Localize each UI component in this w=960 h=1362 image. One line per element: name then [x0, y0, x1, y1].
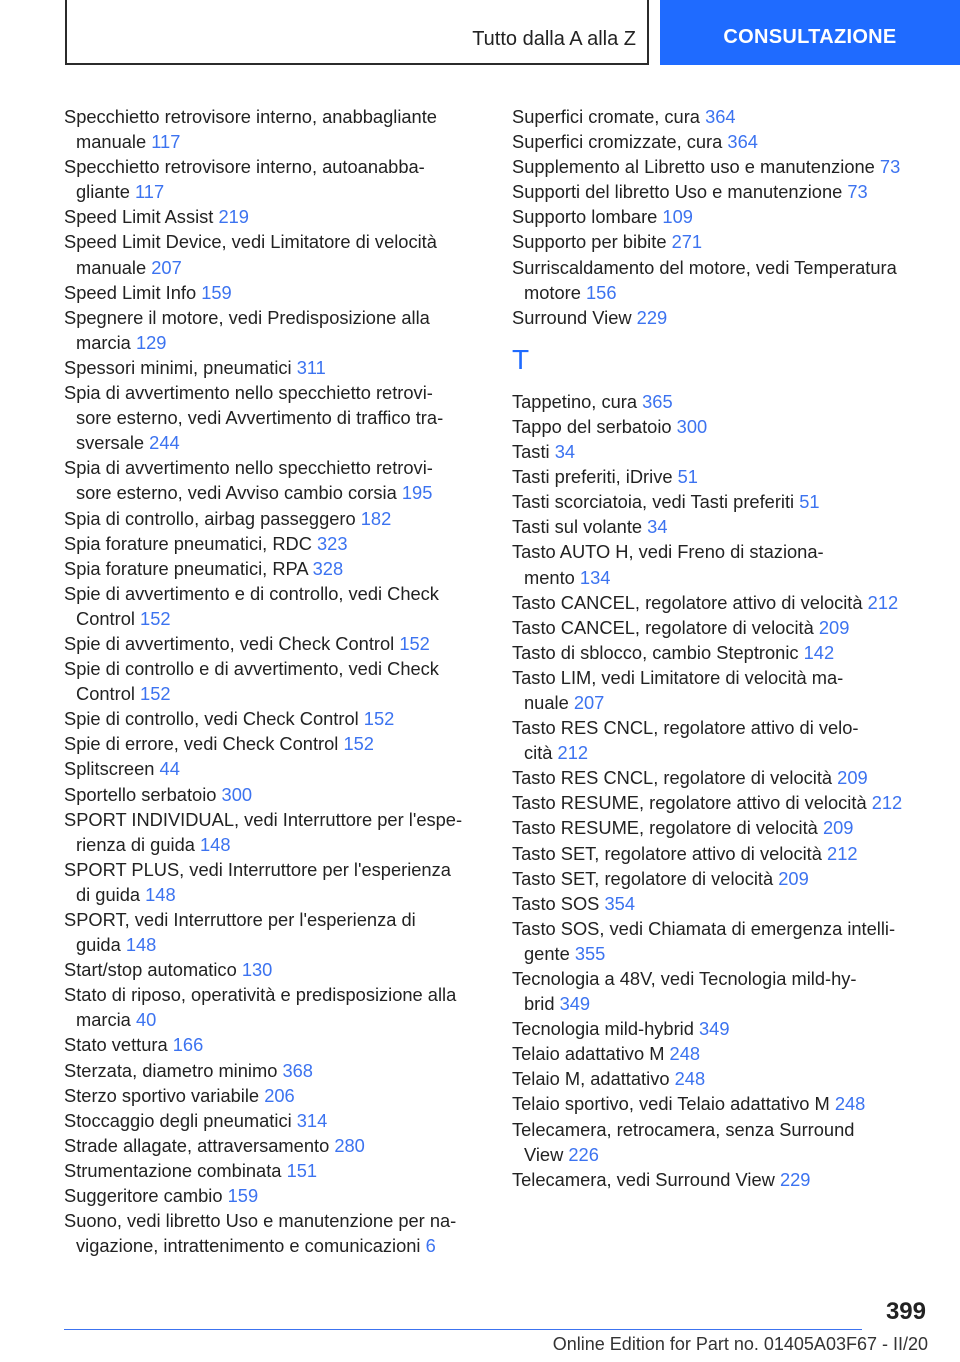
- index-entry: [512, 539, 932, 589]
- chapter-tab-label: CONSULTAZIONE: [723, 26, 897, 48]
- index-entry: [64, 506, 484, 531]
- page-link[interactable]: 248: [669, 1043, 701, 1065]
- index-entry-text: Speed Limit Device, vedi Limitatore di velocità: [64, 231, 437, 253]
- page-link[interactable]: 229: [779, 1168, 811, 1190]
- index-entry: [512, 765, 932, 790]
- page-link[interactable]: 349: [698, 1018, 730, 1040]
- index-entry-text: Control: [76, 683, 135, 705]
- index-entry-text: Telecamera, retrocamera, senza Surround: [512, 1118, 855, 1140]
- footer-edition: Online Edition for Part no. 01405A03F67 - II/20: [552, 1334, 928, 1354]
- index-entry-text: Stato vettura: [64, 1034, 168, 1056]
- page-link[interactable]: 354: [604, 892, 635, 914]
- index-entry-text: Surriscaldamento del motore, vedi Temperatura: [512, 256, 897, 278]
- index-entry-text: Spia di controllo, airbag passeggero: [64, 507, 356, 529]
- page-link[interactable]: 229: [636, 306, 668, 328]
- page-link[interactable]: 212: [871, 792, 903, 814]
- index-entry-text: Tasto SOS: [512, 892, 600, 914]
- index-entry-text: guida: [76, 934, 121, 956]
- index-entry: [64, 782, 484, 807]
- index-entry: [512, 966, 932, 1016]
- index-entry: [64, 982, 484, 1032]
- index-entry: [512, 866, 932, 891]
- index-entry: [64, 305, 484, 355]
- index-entry-text: Superfici cromate, cura: [512, 106, 700, 127]
- index-entry: [512, 615, 932, 640]
- index-entry: [64, 857, 484, 907]
- index-entry: [64, 1032, 484, 1057]
- index-entry-text: Tasto di sblocco, cambio Steptronic: [512, 641, 799, 663]
- page-link[interactable]: 34: [554, 441, 576, 463]
- index-entry-text: Tappo del serbatoio: [512, 415, 672, 437]
- page-link[interactable]: 244: [149, 432, 180, 454]
- page-link[interactable]: 248: [834, 1093, 866, 1115]
- index-entry: [64, 229, 484, 279]
- letter-heading: T: [512, 343, 530, 375]
- index-entry: [64, 656, 484, 706]
- index-entry: [512, 154, 932, 179]
- page-link[interactable]: 130: [241, 959, 273, 981]
- page-link[interactable]: 364: [727, 131, 758, 153]
- index-entry: [512, 104, 932, 129]
- index-entry-text: Tecnologia a 48V, vedi Tecnologia mild-hy-: [512, 968, 857, 989]
- index-entry-text: Tasto CANCEL, regolatore di velocità: [512, 616, 814, 638]
- page-link[interactable]: 207: [573, 691, 605, 713]
- index-entry: [512, 204, 932, 229]
- index-entry-text: marcia: [76, 331, 131, 353]
- page-link[interactable]: 248: [674, 1068, 706, 1090]
- index-entry-text: motore: [524, 281, 581, 303]
- page-link[interactable]: 152: [343, 733, 374, 755]
- index-entry: [512, 129, 932, 154]
- page-link[interactable]: 44: [159, 758, 180, 780]
- page-link[interactable]: 166: [172, 1034, 204, 1056]
- index-entry: [64, 631, 484, 656]
- index-entry: [512, 1167, 932, 1192]
- index-entry-text: Tasto SET, regolatore attivo di velocità: [512, 842, 822, 864]
- index-entry-text: Spia di avvertimento nello specchietto retrovi-: [64, 382, 433, 404]
- index-entry: [64, 380, 484, 455]
- page-link[interactable]: 209: [818, 616, 850, 638]
- index-entry-text: marcia: [76, 1009, 131, 1031]
- index-entry-text: Stato di riposo, operatività e predisposizione alla: [64, 984, 457, 1006]
- index-entry-text: Spie di errore, vedi Check Control: [64, 733, 339, 755]
- index-entry: [64, 1208, 484, 1258]
- page-link[interactable]: 271: [671, 231, 703, 253]
- index-entry: [64, 1083, 484, 1108]
- index-entry: [512, 229, 932, 254]
- page-link[interactable]: 212: [867, 591, 899, 613]
- page-link[interactable]: 51: [677, 466, 698, 488]
- index-entry-text: Tasti sul volante: [512, 516, 643, 538]
- index-entry-text: gente: [524, 942, 570, 964]
- index-entry: [512, 715, 932, 765]
- page-link[interactable]: 219: [218, 206, 249, 228]
- index-entry: [512, 590, 932, 615]
- page-link[interactable]: 159: [201, 281, 232, 303]
- index-entry-text: Spia di avvertimento nello specchietto retrovi-: [64, 457, 433, 479]
- index-entry: [64, 907, 484, 957]
- index-entry-text: Tasto SET, regolatore di velocità: [512, 867, 774, 889]
- index-entry: [64, 280, 484, 305]
- index-entry: [64, 531, 484, 556]
- index-entry-text: manuale: [76, 256, 147, 278]
- index-entry-text: Tasti: [512, 441, 550, 463]
- page-link[interactable]: 40: [135, 1009, 157, 1031]
- index-entry: [64, 706, 484, 731]
- page-link[interactable]: 206: [264, 1084, 295, 1106]
- index-column-right: [512, 104, 932, 1192]
- index-entry-text: nuale: [524, 691, 569, 713]
- index-entry-text: Tappetino, cura: [512, 390, 638, 412]
- index-entry: [512, 179, 932, 204]
- page-link[interactable]: 6: [425, 1235, 436, 1257]
- page-link[interactable]: 314: [296, 1109, 328, 1131]
- page-link[interactable]: 148: [200, 833, 231, 855]
- page-link[interactable]: 355: [574, 942, 606, 964]
- page-link[interactable]: 280: [334, 1134, 365, 1156]
- index-entry: [64, 104, 484, 154]
- index-entry-text: View: [524, 1143, 564, 1165]
- page-link[interactable]: 34: [647, 516, 668, 538]
- header-rule: [65, 63, 649, 65]
- index-entry-text: Supporto lombare: [512, 206, 658, 228]
- page-link[interactable]: 209: [778, 867, 809, 889]
- index-entry-text: Spie di controllo, vedi Check Control: [64, 708, 359, 730]
- index-entry: [512, 1091, 932, 1116]
- index-entry-text: Surround View: [512, 306, 632, 328]
- index-entry-text: Sportello serbatoio: [64, 783, 217, 805]
- page-link[interactable]: 328: [312, 557, 344, 579]
- index-entry-text: cità: [524, 742, 553, 764]
- index-entry-text: Telaio sportivo, vedi Telaio adattativo M: [512, 1093, 830, 1115]
- page-link[interactable]: 152: [363, 708, 395, 730]
- page-link[interactable]: 117: [151, 131, 181, 153]
- index-entry-text: Spia forature pneumatici, RPA: [64, 557, 308, 579]
- page-link[interactable]: 209: [837, 767, 868, 789]
- index-group-s: [512, 104, 932, 330]
- page-link[interactable]: 226: [568, 1143, 599, 1165]
- index-entry: [64, 1058, 484, 1083]
- index-entry-text: vigazione, intrattenimento e comunicazioni: [76, 1235, 421, 1257]
- index-entry: [64, 756, 484, 781]
- index-entry: [64, 581, 484, 631]
- index-entry-text: Stoccaggio degli pneumatici: [64, 1109, 292, 1131]
- index-entry: [512, 815, 932, 840]
- index-entry-text: Spia forature pneumatici, RDC: [64, 532, 312, 554]
- index-entry-text: Suono, vedi libretto Uso e manutenzione per na-: [64, 1210, 457, 1232]
- index-entry-text: brid: [524, 993, 555, 1015]
- index-entry: [64, 204, 484, 229]
- index-entry-text: Control: [76, 607, 135, 629]
- index-entry-text: Tasto CANCEL, regolatore attivo di velocità: [512, 591, 863, 613]
- index-entry-text: mento: [524, 566, 575, 588]
- index-entry-text: Telaio adattativo M: [512, 1043, 665, 1065]
- page-link[interactable]: 349: [559, 993, 591, 1015]
- page-link[interactable]: 148: [145, 883, 176, 905]
- index-entry: [64, 1158, 484, 1183]
- page-link[interactable]: 209: [822, 817, 854, 839]
- index-entry: [64, 455, 484, 505]
- index-entry-text: SPORT PLUS, vedi Interruttore per l'esperienza: [64, 858, 451, 880]
- index-entry: [64, 957, 484, 982]
- index-entry-text: Telecamera, vedi Surround View: [512, 1168, 775, 1190]
- section-title: Tutto dalla A alla Z: [472, 28, 636, 50]
- page-link[interactable]: 207: [151, 256, 182, 278]
- page-link[interactable]: 365: [642, 390, 673, 412]
- index-entry-text: sversale: [76, 432, 145, 454]
- index-entry-text: Superfici cromizzate, cura: [512, 131, 723, 153]
- index-entry: [512, 790, 932, 815]
- page-link[interactable]: 159: [227, 1185, 259, 1207]
- index-entry-text: Tasto RESUME, regolatore attivo di velocità: [512, 792, 867, 814]
- index-entry: [512, 255, 932, 305]
- page-link[interactable]: 300: [221, 783, 253, 805]
- index-entry: [64, 1183, 484, 1208]
- index-entry-text: Specchietto retrovisore interno, autoanabba-: [64, 156, 425, 178]
- index-entry-text: gliante: [76, 181, 130, 203]
- index-entry: [512, 464, 932, 489]
- index-entry: [64, 355, 484, 380]
- index-entry-text: Tasto AUTO H, vedi Freno di staziona-: [512, 541, 824, 563]
- page-link[interactable]: 182: [360, 507, 392, 529]
- index-entry-text: rienza di guida: [76, 833, 195, 855]
- index-column-left: [64, 104, 484, 1258]
- index-entry-text: Sterzo sportivo variabile: [64, 1084, 260, 1106]
- index-entry: [512, 514, 932, 539]
- page-link[interactable]: 152: [140, 683, 171, 705]
- index-entry-text: SPORT INDIVIDUAL, vedi Interruttore per l'espe-: [64, 808, 463, 830]
- index-entry-text: Supplemento al Libretto uso e manutenzione: [512, 156, 875, 178]
- index-entry: [512, 489, 932, 514]
- chapter-tab[interactable]: [660, 0, 960, 65]
- page-link[interactable]: 311: [296, 356, 326, 378]
- index-entry: [64, 1108, 484, 1133]
- index-entry-text: sore esterno, vedi Avvertimento di traffico tra-: [76, 407, 444, 429]
- index-entry: [64, 556, 484, 581]
- index-entry: [64, 807, 484, 857]
- index-entry: [512, 414, 932, 439]
- page-link[interactable]: 134: [579, 566, 611, 588]
- index-entry: [64, 1133, 484, 1158]
- page-link[interactable]: 73: [847, 181, 868, 203]
- index-entry-text: Specchietto retrovisore interno, anabbagliante: [64, 106, 437, 127]
- page-link[interactable]: 148: [125, 934, 157, 956]
- index-entry-text: Suggeritore cambio: [64, 1185, 223, 1207]
- index-entry: [512, 1117, 932, 1167]
- page-link[interactable]: 156: [586, 281, 617, 303]
- index-entry-text: Tasto RES CNCL, regolatore di velocità: [512, 767, 833, 789]
- page-link[interactable]: 212: [557, 742, 589, 764]
- page-link[interactable]: 129: [135, 331, 167, 353]
- index-entry-text: manuale: [76, 131, 147, 153]
- page-link[interactable]: 364: [705, 106, 736, 127]
- index-entry-text: Start/stop automatico: [64, 959, 237, 981]
- page-link[interactable]: 117: [134, 181, 165, 203]
- index-entry: [512, 1016, 932, 1041]
- index-entry-text: di guida: [76, 883, 141, 905]
- index-entry-text: Speed Limit Assist: [64, 206, 214, 228]
- index-entry: [512, 640, 932, 665]
- index-entry-text: Tasti scorciatoia, vedi Tasti preferiti: [512, 491, 795, 513]
- index-entry-text: Sterzata, diametro minimo: [64, 1059, 278, 1081]
- index-group-t: [512, 389, 932, 1192]
- index-entry-text: Tasto LIM, vedi Limitatore di velocità ma-: [512, 666, 844, 688]
- footer-rule: [64, 1329, 862, 1330]
- page-link[interactable]: 300: [676, 415, 708, 437]
- page-link[interactable]: 152: [399, 632, 430, 654]
- header-divider: [647, 0, 649, 65]
- page-number: 399: [885, 1298, 926, 1325]
- index-entry-text: Spie di avvertimento e di controllo, vedi Check: [64, 582, 439, 604]
- index-entry-text: Tasto SOS, vedi Chiamata di emergenza intelli-: [512, 917, 896, 939]
- index-entry-text: Tecnologia mild-hybrid: [512, 1018, 694, 1040]
- index-entry-text: Tasto RES CNCL, regolatore attivo di velo-: [512, 717, 859, 739]
- page-link[interactable]: 151: [286, 1159, 318, 1181]
- index-entry-text: Supporti del libretto Uso e manutenzione: [512, 181, 843, 203]
- page-link[interactable]: 212: [827, 842, 858, 864]
- index-entry-text: Telaio M, adattativo: [512, 1068, 670, 1090]
- index-entry-text: Tasti preferiti, iDrive: [512, 466, 673, 488]
- index-entry-text: sore esterno, vedi Avviso cambio corsia: [76, 482, 397, 504]
- page-link[interactable]: 51: [799, 491, 820, 513]
- index-entry: [512, 1066, 932, 1091]
- page-link[interactable]: 109: [662, 206, 693, 228]
- index-entry: [512, 1041, 932, 1066]
- page-link[interactable]: 368: [282, 1059, 313, 1081]
- index-entry-text: Strumentazione combinata: [64, 1159, 282, 1181]
- index-entry: [512, 665, 932, 715]
- index-entry-text: Strade allagate, attraversamento: [64, 1134, 330, 1156]
- page-link[interactable]: 323: [317, 532, 348, 554]
- index-entry: [512, 389, 932, 414]
- index-entry: [64, 154, 484, 204]
- page-link[interactable]: 152: [140, 607, 171, 629]
- index-entry-text: SPORT, vedi Interruttore per l'esperienza di: [64, 909, 416, 930]
- index-entry-text: Speed Limit Info: [64, 281, 197, 303]
- index-entry-text: Supporto per bibite: [512, 231, 667, 253]
- index-entry-text: Spie di avvertimento, vedi Check Control: [64, 632, 395, 654]
- index-entry-text: Tasto RESUME, regolatore di velocità: [512, 817, 818, 839]
- page-link[interactable]: 73: [879, 156, 901, 178]
- index-entry: [512, 841, 932, 866]
- index-entry-text: Spegnere il motore, vedi Predisposizione alla: [64, 306, 430, 328]
- header-left-rule: [65, 0, 67, 65]
- index-entry-text: Splitscreen: [64, 758, 155, 780]
- index-entry: [64, 731, 484, 756]
- index-entry-text: Spie di controllo e di avvertimento, vedi Check: [64, 658, 439, 680]
- index-entry: [512, 439, 932, 464]
- index-entry: [512, 916, 932, 966]
- index-entry-text: Spessori minimi, pneumatici: [64, 356, 292, 378]
- page-link[interactable]: 142: [803, 641, 835, 663]
- index-entry: [512, 305, 932, 330]
- index-entry: [512, 891, 932, 916]
- page-link[interactable]: 195: [401, 482, 433, 504]
